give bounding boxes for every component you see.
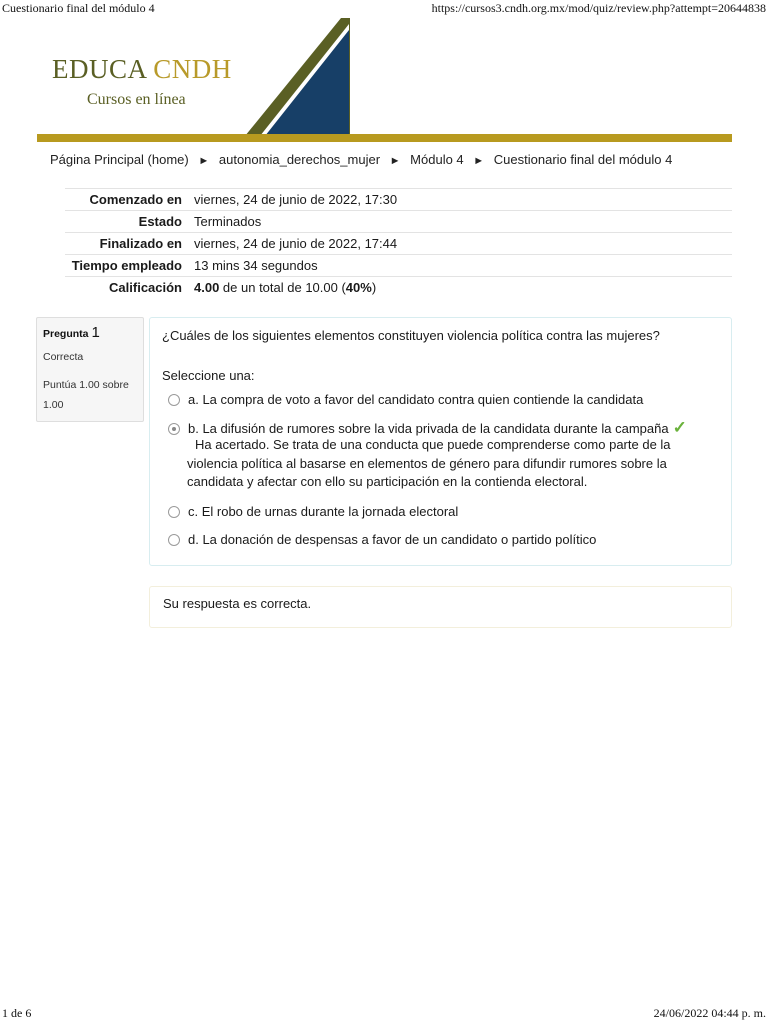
outcome-text: Su respuesta es correcta. xyxy=(163,596,312,611)
breadcrumb xyxy=(50,152,672,167)
summary-value: Terminados xyxy=(194,214,262,229)
print-page-title: Cuestionario final del módulo 4 xyxy=(2,1,155,15)
question-grade: Puntúa 1.00 sobre 1.00 xyxy=(43,379,129,411)
answer-option-label: a. La compra de voto a favor del candidato contra quien contiende la candidata xyxy=(188,392,644,407)
breadcrumb-module[interactable]: Módulo 4 xyxy=(410,152,464,167)
logo-cndh: CNDH xyxy=(153,54,232,84)
print-datetime: 24/06/2022 04:44 p. m. xyxy=(653,1006,766,1020)
summary-label: Finalizado en xyxy=(99,236,182,251)
answer-option-label: c. El robo de urnas durante la jornada electoral xyxy=(188,504,459,519)
summary-row-finished xyxy=(65,233,732,255)
site-banner xyxy=(37,18,732,136)
grade-close-paren: ) xyxy=(371,280,377,295)
site-subtitle: Cursos en línea xyxy=(87,91,186,108)
answer-option-label: b. La difusión de rumores sobre la vida privada de la candidata durante la campaña xyxy=(188,421,669,436)
site-logo[interactable] xyxy=(52,54,232,85)
radio-button[interactable] xyxy=(168,394,180,406)
question-state: Correcta xyxy=(43,351,84,363)
answer-option-label: d. La donación de despensas a favor de un candidato o partido político xyxy=(188,532,597,547)
answer-option-a[interactable] xyxy=(168,392,643,407)
breadcrumb-course[interactable]: autonomia_derechos_mujer xyxy=(218,152,381,167)
attempt-summary-table xyxy=(65,188,732,299)
print-header xyxy=(0,0,768,18)
banner-decoration xyxy=(245,18,350,136)
answer-feedback: Ha acertado. Se trata de una conducta que puede comprenderse como parte de la violencia política al basarse en elementos de género para difundir rumores sobre la candidata y afectar con ello su participación en la contienda electoral. xyxy=(187,437,671,489)
summary-label: Comenzado en xyxy=(89,192,182,207)
summary-value: 13 mins 34 segundos xyxy=(194,258,318,273)
grade-score: 4.00 xyxy=(194,280,220,295)
radio-button[interactable] xyxy=(168,534,180,546)
summary-value: viernes, 24 de junio de 2022, 17:44 xyxy=(194,236,398,251)
summary-label: Calificación xyxy=(109,280,182,295)
breadcrumb-separator-icon: ► xyxy=(198,155,210,167)
radio-button[interactable] xyxy=(168,506,180,518)
question-info-panel xyxy=(36,317,144,422)
grade-percent: 40% xyxy=(345,280,372,295)
question-number-value: 1 xyxy=(91,324,100,341)
breadcrumb-separator-icon: ► xyxy=(473,155,485,167)
question-content xyxy=(149,317,732,566)
summary-row-state xyxy=(65,211,732,233)
answer-option-d[interactable] xyxy=(168,532,596,547)
summary-label: Tiempo empleado xyxy=(71,258,182,273)
logo-educa: EDUCA xyxy=(52,54,147,84)
answer-option-b[interactable] xyxy=(168,418,687,438)
summary-label: Estado xyxy=(138,214,182,229)
breadcrumb-separator-icon: ► xyxy=(389,155,401,167)
grade-total-text: de un total de 10.00 ( xyxy=(219,280,346,295)
correct-check-icon: ✓ xyxy=(672,418,687,437)
breadcrumb-home[interactable]: Página Principal (home) xyxy=(50,152,189,167)
question-number xyxy=(43,324,137,341)
answer-outcome xyxy=(149,586,732,628)
print-page-url: https://cursos3.cndh.org.mx/mod/quiz/review.php?attempt=20644838 xyxy=(431,1,766,15)
summary-value: viernes, 24 de junio de 2022, 17:30 xyxy=(194,192,398,207)
print-page-number: 1 de 6 xyxy=(2,1006,32,1020)
radio-button-selected[interactable] xyxy=(168,423,180,435)
breadcrumb-quiz[interactable]: Cuestionario final del módulo 4 xyxy=(493,152,673,167)
question-text: ¿Cuáles de los siguientes elementos constituyen violencia política contra las mujeres? xyxy=(162,328,660,343)
print-footer xyxy=(0,1004,768,1024)
answer-option-c[interactable] xyxy=(168,504,458,519)
summary-row-time-taken xyxy=(65,255,732,277)
summary-row-started xyxy=(65,189,732,211)
grade-value xyxy=(194,280,376,295)
question-number-label: Pregunta xyxy=(43,328,89,340)
banner-gold-bar xyxy=(37,134,732,142)
answer-prompt: Seleccione una: xyxy=(162,368,255,383)
summary-row-grade xyxy=(65,277,732,299)
